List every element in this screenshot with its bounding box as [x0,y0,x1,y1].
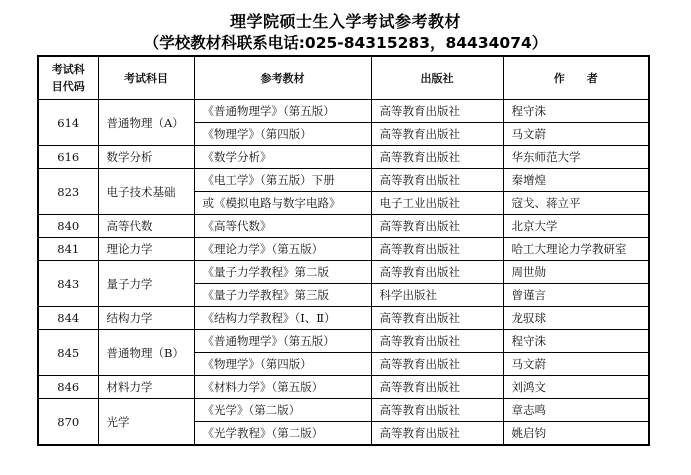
exam-subject: 电子技术基础 [98,169,194,215]
exam-subject: 数学分析 [98,146,194,169]
publisher: 高等教育出版社 [371,261,503,284]
table-row [38,399,649,422]
author: 刘鸿文 [503,376,649,399]
table-row [38,261,649,284]
exam-subject: 普通物理（B） [98,330,194,376]
exam-subject: 高等代数 [98,215,194,238]
header-code: 考试科 目代码 [38,56,98,100]
textbook: 《物理学》（第四版） [194,123,371,146]
author: 马文蔚 [503,123,649,146]
publisher: 高等教育出版社 [371,376,503,399]
author: 马文蔚 [503,353,649,376]
author: 程守洙 [503,100,649,123]
publisher: 高等教育出版社 [371,238,503,261]
author: 周世勋 [503,261,649,284]
exam-code: 843 [38,261,98,307]
author: 北京大学 [503,215,649,238]
exam-code: 823 [38,169,98,215]
table-header-row [38,56,649,100]
table-row [38,215,649,238]
textbook: 《普通物理学》（第五版） [194,100,371,123]
textbook: 《材料力学》（第五版） [194,376,371,399]
textbook: 《光学教程》（第二版） [194,422,371,446]
textbook: 《普通物理学》（第五版） [194,330,371,353]
publisher: 高等教育出版社 [371,100,503,123]
textbook: 《电工学》（第五版）下册 [194,169,371,192]
publisher: 高等教育出版社 [371,169,503,192]
author: 哈工大理论力学教研室 [503,238,649,261]
author: 程守洙 [503,330,649,353]
textbook: 《数学分析》 [194,146,371,169]
exam-subject: 结构力学 [98,307,194,330]
exam-code: 616 [38,146,98,169]
document-title: 理学院硕士生入学考试参考教材 [229,12,461,31]
exam-code: 870 [38,399,98,446]
exam-code: 846 [38,376,98,399]
author: 曾谨言 [503,284,649,307]
publisher: 高等教育出版社 [371,123,503,146]
publisher: 电子工业出版社 [371,192,503,215]
table-row [38,238,649,261]
textbook: 《量子力学教程》第二版 [194,261,371,284]
table-row [38,307,649,330]
publisher: 高等教育出版社 [371,146,503,169]
author: 姚启钧 [503,422,649,446]
textbook: 《量子力学教程》第三版 [194,284,371,307]
exam-subject: 普通物理（A） [98,100,194,146]
textbook-table [37,55,650,446]
exam-code: 841 [38,238,98,261]
author: 华东师范大学 [503,146,649,169]
publisher: 高等教育出版社 [371,307,503,330]
exam-subject: 光学 [98,399,194,446]
publisher: 高等教育出版社 [371,353,503,376]
textbook: 《物理学》（第四版） [194,353,371,376]
publisher: 高等教育出版社 [371,330,503,353]
textbook: 《光学》（第二版） [194,399,371,422]
publisher: 高等教育出版社 [371,215,503,238]
header-author: 作 者 [503,56,649,100]
author: 寇戈、蒋立平 [503,192,649,215]
exam-code: 845 [38,330,98,376]
exam-code: 614 [38,100,98,146]
author: 龙驭球 [503,307,649,330]
textbook: 或《模拟电路与数字电路》 [194,192,371,215]
textbook: 《结构力学教程》（Ⅰ、Ⅱ） [194,307,371,330]
textbook: 《高等代数》 [194,215,371,238]
textbook: 《理论力学》（第五版） [194,238,371,261]
exam-subject: 量子力学 [98,261,194,307]
exam-subject: 理论力学 [98,238,194,261]
header-publisher: 出版社 [371,56,503,100]
publisher: 高等教育出版社 [371,422,503,446]
table-row [38,169,649,192]
author: 秦增煌 [503,169,649,192]
document-subtitle: （学校教材科联系电话:025-84315283，84434074） [143,34,548,52]
exam-code: 840 [38,215,98,238]
publisher: 高等教育出版社 [371,399,503,422]
table-row [38,100,649,123]
table-row [38,146,649,169]
author: 章志鸣 [503,399,649,422]
exam-code: 844 [38,307,98,330]
header-subject: 考试科目 [98,56,194,100]
table-row [38,330,649,353]
publisher: 科学出版社 [371,284,503,307]
exam-subject: 材料力学 [98,376,194,399]
header-textbook: 参考教材 [194,56,371,100]
table-row [38,376,649,399]
